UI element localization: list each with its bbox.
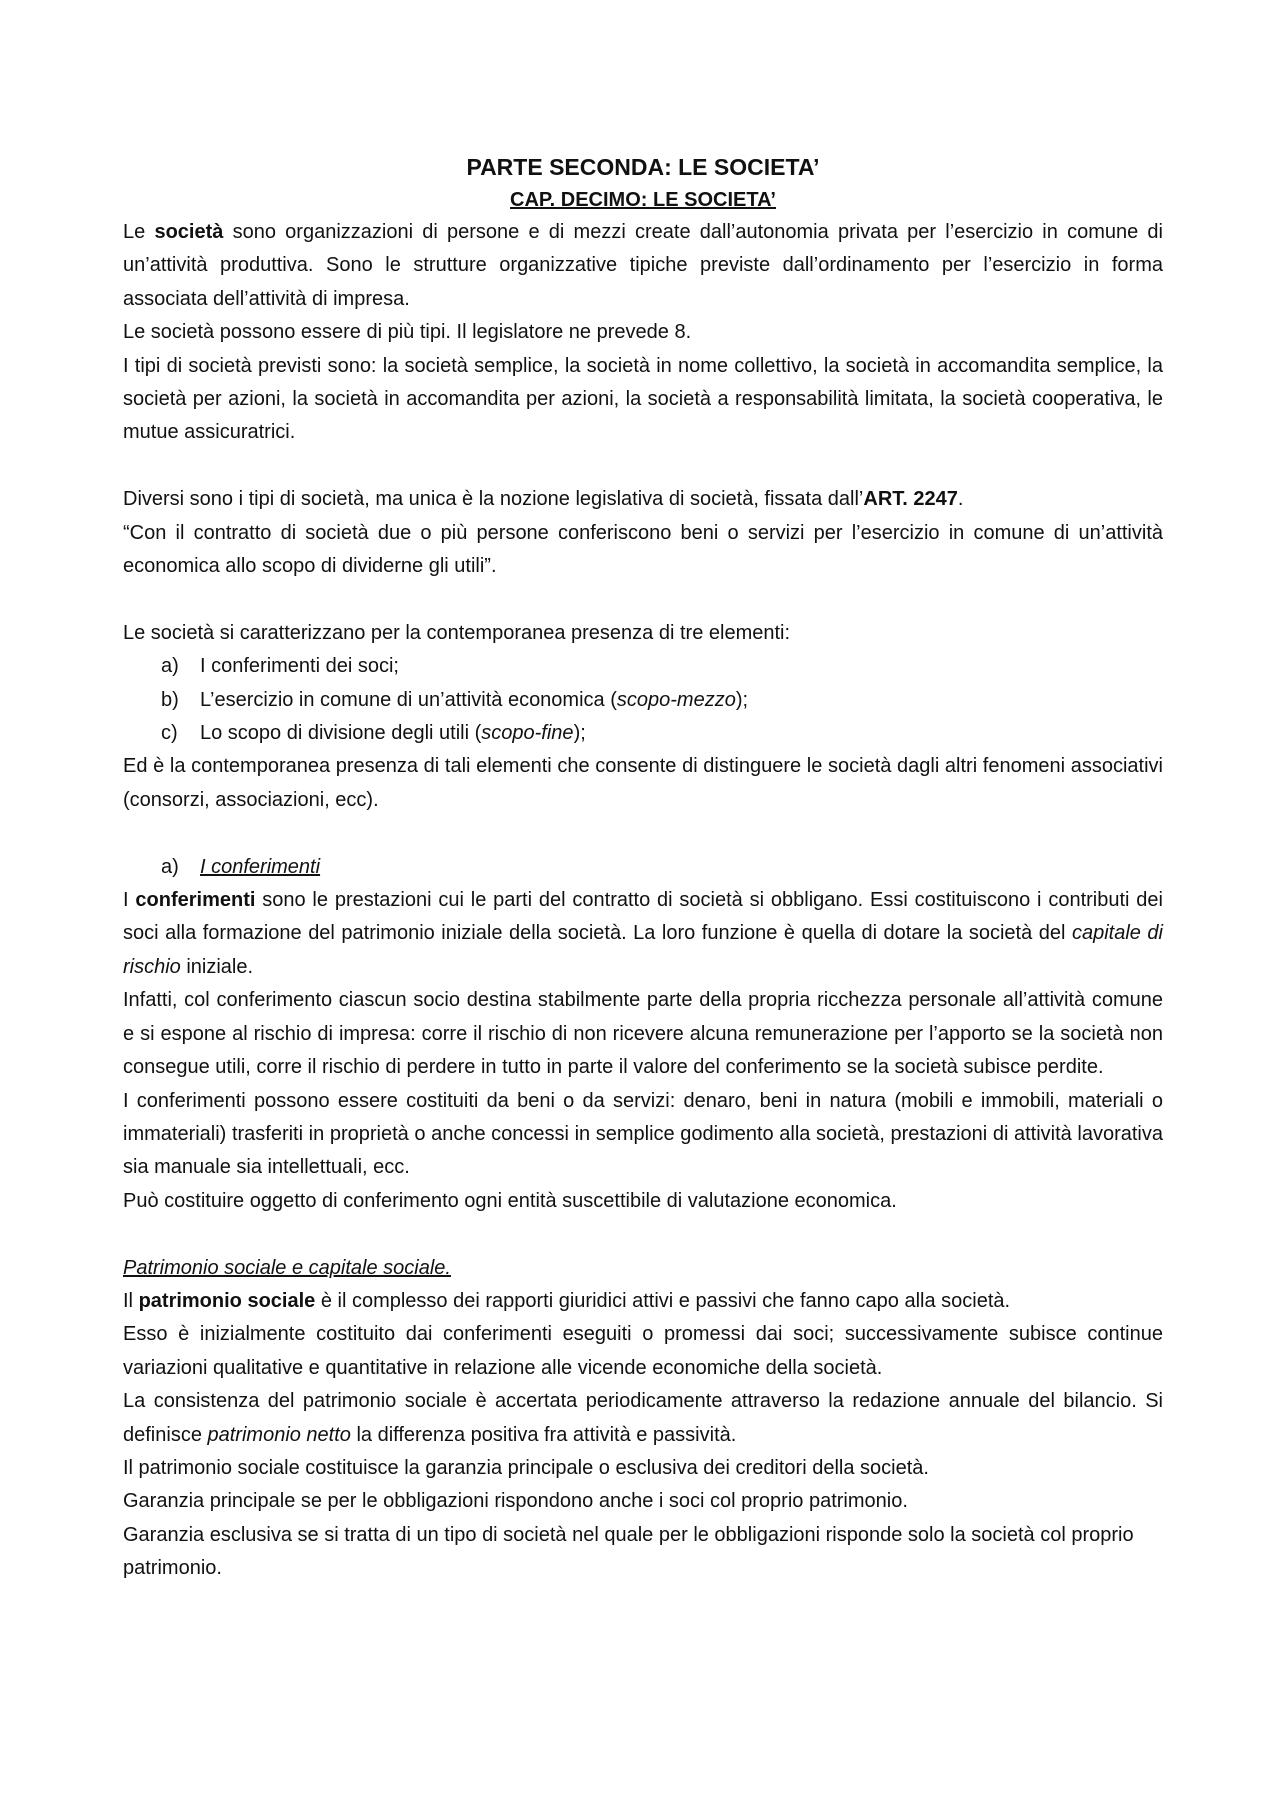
text-run: I <box>123 889 136 912</box>
bold-term: conferimenti <box>135 889 256 912</box>
list-text: ); <box>573 722 586 745</box>
list-text: I conferimenti dei soci; <box>200 655 399 678</box>
bold-term: società <box>154 221 224 243</box>
text-run: sono organizzazioni di persone e di mezzi create dall’autonomia privata per l’esercizio in comune di un’attività produttiva. Sono le strutture organizzative tipiche previste dall’ordinamento per l’esercizio in forma associata dell’attività di impresa. <box>123 221 1163 310</box>
paragraph-elements-intro: Le società si caratterizzano per la contemporanea presenza di tre elementi: <box>123 621 791 644</box>
italic-term: scopo-mezzo <box>616 688 736 711</box>
part-title: PARTE SECONDA: LE SOCIETA’ <box>466 154 820 180</box>
text-run: sono le prestazioni cui le parti del contratto di società si obbligano. Essi costituiscono i contributi dei soci alla formazione del patrimonio iniziale della società. La loro funzione è quella di dotare la società del <box>123 889 1163 945</box>
list-label: c) <box>161 722 178 745</box>
paragraph-variations: Esso è inizialmente costituito dai conferimenti eseguiti o promessi dai soci; successivamente subisce continue variazioni qualitative e quantitative in relazione alle vicende economiche della società. <box>123 1323 1163 1379</box>
text-run: . <box>957 488 964 511</box>
italic-term: patrimonio netto <box>207 1423 351 1446</box>
text-run: Le <box>123 221 155 243</box>
list-text: Lo scopo di divisione degli utili ( <box>200 722 482 745</box>
elements-list <box>123 650 1163 750</box>
list-text: ); <box>735 688 749 711</box>
paragraph-bilancio <box>123 1385 1163 1452</box>
list-item <box>123 717 1163 750</box>
text-run: Diversi sono i tipi di società, ma unica è la nozione legislativa di società, fissata dall’ <box>123 488 864 511</box>
list-label: a) <box>161 655 179 678</box>
bold-article: ART. 2247 <box>863 488 958 511</box>
paragraph-conferimenti <box>123 884 1163 984</box>
list-label: b) <box>161 688 179 711</box>
paragraph-object: Può costituire oggetto di conferimento ogni entità suscettibile di valutazione economica. <box>123 1189 897 1212</box>
paragraph-types-count: Le società possono essere di più tipi. Il legislatore ne prevede 8. <box>123 321 692 344</box>
document-page <box>123 150 1163 1586</box>
paragraph-quote: “Con il contratto di società due o più persone conferiscono beni o servizi per l’esercizio in comune di un’attività economica allo scopo di dividerne gli utili”. <box>123 521 1163 578</box>
blank-line <box>123 817 1163 850</box>
text-run: Il <box>123 1289 139 1312</box>
paragraph-garanzia: Il patrimonio sociale costituisce la garanzia principale o esclusiva dei creditori della società. <box>123 1456 929 1479</box>
text-run: La consistenza del patrimonio sociale è accertata periodicamente attraverso la redazione annuale del bilancio. Si definisce <box>123 1390 1163 1446</box>
blank-line <box>123 583 1163 616</box>
paragraph-goods-services: I conferimenti possono essere costituiti da beni o da servizi: denaro, beni in natura (mobili e immobili, materiali o immateriali) trasferiti in proprietà o anche concessi in semplice godimento alla società, prestazioni di attività lavorativa sia manuale sia intellettuali, ecc. <box>123 1089 1163 1179</box>
paragraph-legal-notion <box>123 483 1163 516</box>
paragraph-garanzia-principale: Garanzia principale se per le obbligazioni rispondono anche i soci col proprio patrimonio. <box>123 1490 908 1513</box>
italic-term: capitale di rischio <box>123 922 1163 978</box>
section-title: I conferimenti <box>200 855 321 878</box>
chapter-title: CAP. DECIMO: LE SOCIETA’ <box>510 189 776 211</box>
list-text: L’esercizio in comune di un’attività economica ( <box>200 688 617 711</box>
bold-term: patrimonio sociale <box>138 1289 316 1312</box>
text-run: la differenza positiva fra attività e passività. <box>350 1423 737 1446</box>
blank-line <box>123 450 1163 483</box>
paragraph-patrimonio <box>123 1285 1163 1318</box>
paragraph-definition <box>123 216 1163 316</box>
paragraph-risk: Infatti, col conferimento ciascun socio destina stabilmente parte della propria ricchezza personale all’attività comune e si espone al rischio di impresa: corre il rischio di non ricevere alcuna remunerazione per l’apporto se la società non consegue utili, corre il rischio di perdere in tutto in parte il valore del conferimento se la società subisce perdite. <box>123 989 1163 1079</box>
list-item <box>123 684 1163 717</box>
text-run: iniziale. <box>180 955 254 978</box>
subheading-patrimonio: Patrimonio sociale e capitale sociale. <box>123 1256 451 1279</box>
section-label: a) <box>161 855 179 878</box>
blank-line <box>123 1218 1163 1251</box>
text-run: è il complesso dei rapporti giuridici attivi e passivi che fanno capo alla società. <box>315 1289 1011 1312</box>
paragraph-garanzia-esclusiva: Garanzia esclusiva se si tratta di un tipo di società nel quale per le obbligazioni risponde solo la società col proprio patrimonio. <box>123 1523 1134 1580</box>
paragraph-distinction: Ed è la contemporanea presenza di tali elementi che consente di distinguere le società dagli altri fenomeni associativi (consorzi, associazioni, ecc). <box>123 755 1163 811</box>
section-heading-conferimenti <box>123 851 1163 884</box>
italic-term: scopo-fine <box>481 722 574 745</box>
paragraph-types-list: I tipi di società previsti sono: la società semplice, la società in nome collettivo, la società in accomandita semplice, la società per azioni, la società in accomandita per azioni, la società a responsabilità limitata, la società cooperativa, le mutue assicuratrici. <box>123 354 1163 444</box>
list-item <box>123 650 1163 683</box>
